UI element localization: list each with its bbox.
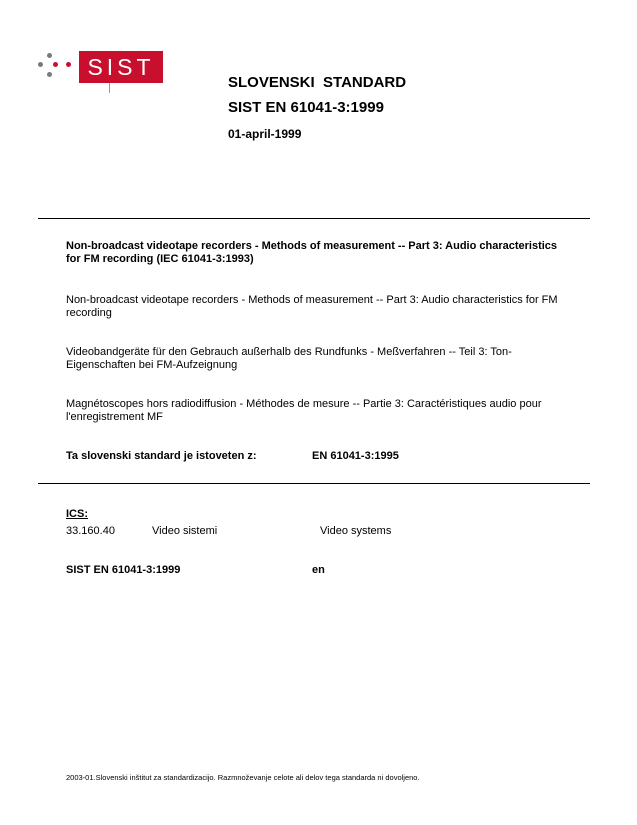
ics-name-sl: Video sistemi xyxy=(152,525,218,537)
standard-date: 01-april-1999 xyxy=(228,127,302,141)
title-french: Magnétoscopes hors radiodiffusion - Méthodes de mesure -- Partie 3: Caractéristiques audio pour l'enregistrement MF xyxy=(66,398,542,423)
standard-code: SIST EN 61041-3:1999 xyxy=(228,99,384,116)
doc-ref-code: SIST EN 61041-3:1999 xyxy=(66,564,181,576)
footer-copyright: 2003-01.Slovenski inštitut za standardizacijo. Razmnoževanje celote ali delov tega standarda ni dovoljeno. xyxy=(66,773,420,782)
doc-ref-lang: en xyxy=(312,564,325,576)
logo-dots-icon xyxy=(38,53,72,83)
title-main: Non-broadcast videotape recorders - Methods of measurement -- Part 3: Audio characteristics for FM recording (IEC 61041-3:1993) xyxy=(66,240,558,265)
title-german: Videobandgeräte für den Gebrauch außerhalb des Rundfunks - Meßverfahren -- Teil 3: Ton-Eigenschaften bei FM-Aufzeignung xyxy=(66,346,512,371)
logo-text: SIST xyxy=(87,54,155,80)
standard-heading: SLOVENSKI STANDARD xyxy=(228,74,407,91)
ics-label: ICS: xyxy=(66,508,88,520)
bottom-rule xyxy=(38,483,590,484)
top-rule xyxy=(38,218,590,219)
identical-label: Ta slovenski standard je istoveten z: xyxy=(66,450,257,462)
title-english: Non-broadcast videotape recorders - Methods of measurement -- Part 3: Audio characteristics for FM recording xyxy=(66,294,558,319)
ics-code: 33.160.40 xyxy=(66,525,115,537)
identical-value: EN 61041-3:1995 xyxy=(312,450,399,462)
ics-name-en: Video systems xyxy=(320,525,392,537)
logo-divider xyxy=(109,83,110,93)
